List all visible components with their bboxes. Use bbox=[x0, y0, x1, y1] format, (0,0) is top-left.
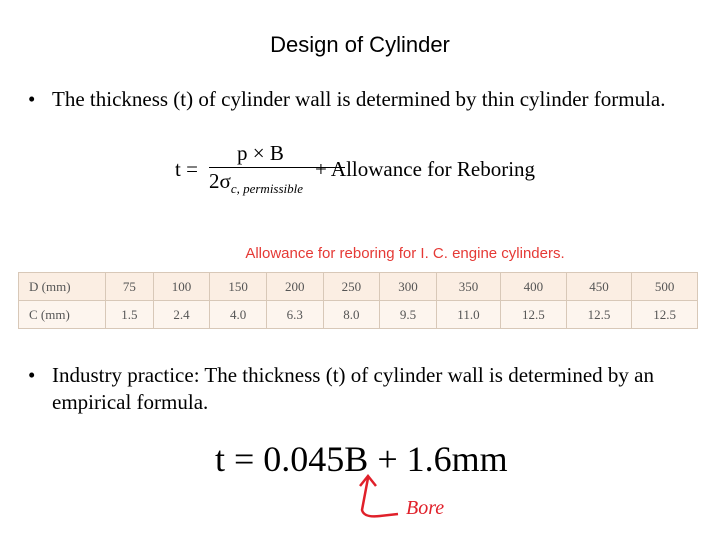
table-cell: 400 bbox=[501, 273, 567, 301]
table-cell: 8.0 bbox=[323, 301, 380, 329]
table-cell: 4.0 bbox=[210, 301, 267, 329]
bullet-dot: • bbox=[28, 363, 36, 387]
table-row bbox=[19, 301, 698, 329]
formula-numerator: p × B bbox=[237, 141, 284, 165]
table-cell: 2.4 bbox=[153, 301, 210, 329]
denominator-main: 2σ bbox=[209, 169, 231, 193]
table-cell: 150 bbox=[210, 273, 267, 301]
table-cell: 1.5 bbox=[106, 301, 154, 329]
table-cell: 12.5 bbox=[566, 301, 632, 329]
formula-rhs: + Allowance for Reboring bbox=[315, 157, 536, 181]
table-cell: 12.5 bbox=[501, 301, 567, 329]
formula-denominator bbox=[209, 169, 303, 197]
table-cell: 500 bbox=[632, 273, 698, 301]
formula-lhs: t = bbox=[175, 157, 198, 181]
table-cell: 12.5 bbox=[632, 301, 698, 329]
row-label: D (mm) bbox=[19, 273, 106, 301]
table-cell: 350 bbox=[436, 273, 500, 301]
bullet-text: Industry practice: The thickness (t) of cylinder wall is determined by an empirical formula. bbox=[52, 363, 655, 414]
table-cell: 200 bbox=[266, 273, 323, 301]
bullet-industry-practice bbox=[28, 362, 688, 416]
table-cell: 6.3 bbox=[266, 301, 323, 329]
thin-cylinder-formula bbox=[175, 143, 565, 203]
denominator-subscript: c, permissible bbox=[230, 181, 304, 197]
table-cell: 450 bbox=[566, 273, 632, 301]
table-cell: 75 bbox=[106, 273, 154, 301]
table-caption: Allowance for reboring for I. C. engine cylinders. bbox=[245, 245, 565, 262]
annotation-text: Bore bbox=[406, 497, 445, 519]
reboring-allowance-table bbox=[18, 272, 698, 329]
bullet-text: The thickness (t) of cylinder wall is determined by thin cylinder formula. bbox=[52, 87, 666, 111]
bullet-dot: • bbox=[28, 87, 36, 111]
table-cell: 11.0 bbox=[436, 301, 500, 329]
bore-annotation bbox=[350, 470, 460, 530]
table-cell: 100 bbox=[153, 273, 210, 301]
slide-title: Design of Cylinder bbox=[270, 32, 450, 57]
row-label: C (mm) bbox=[19, 301, 106, 329]
table-row bbox=[19, 273, 698, 301]
annotation-arrow bbox=[362, 478, 398, 516]
table-cell: 300 bbox=[380, 273, 437, 301]
empirical-formula: t = 0.045B + 1.6mm bbox=[215, 439, 508, 479]
table-cell: 250 bbox=[323, 273, 380, 301]
table-cell: 9.5 bbox=[380, 301, 437, 329]
bullet-thin-cylinder bbox=[28, 86, 688, 113]
